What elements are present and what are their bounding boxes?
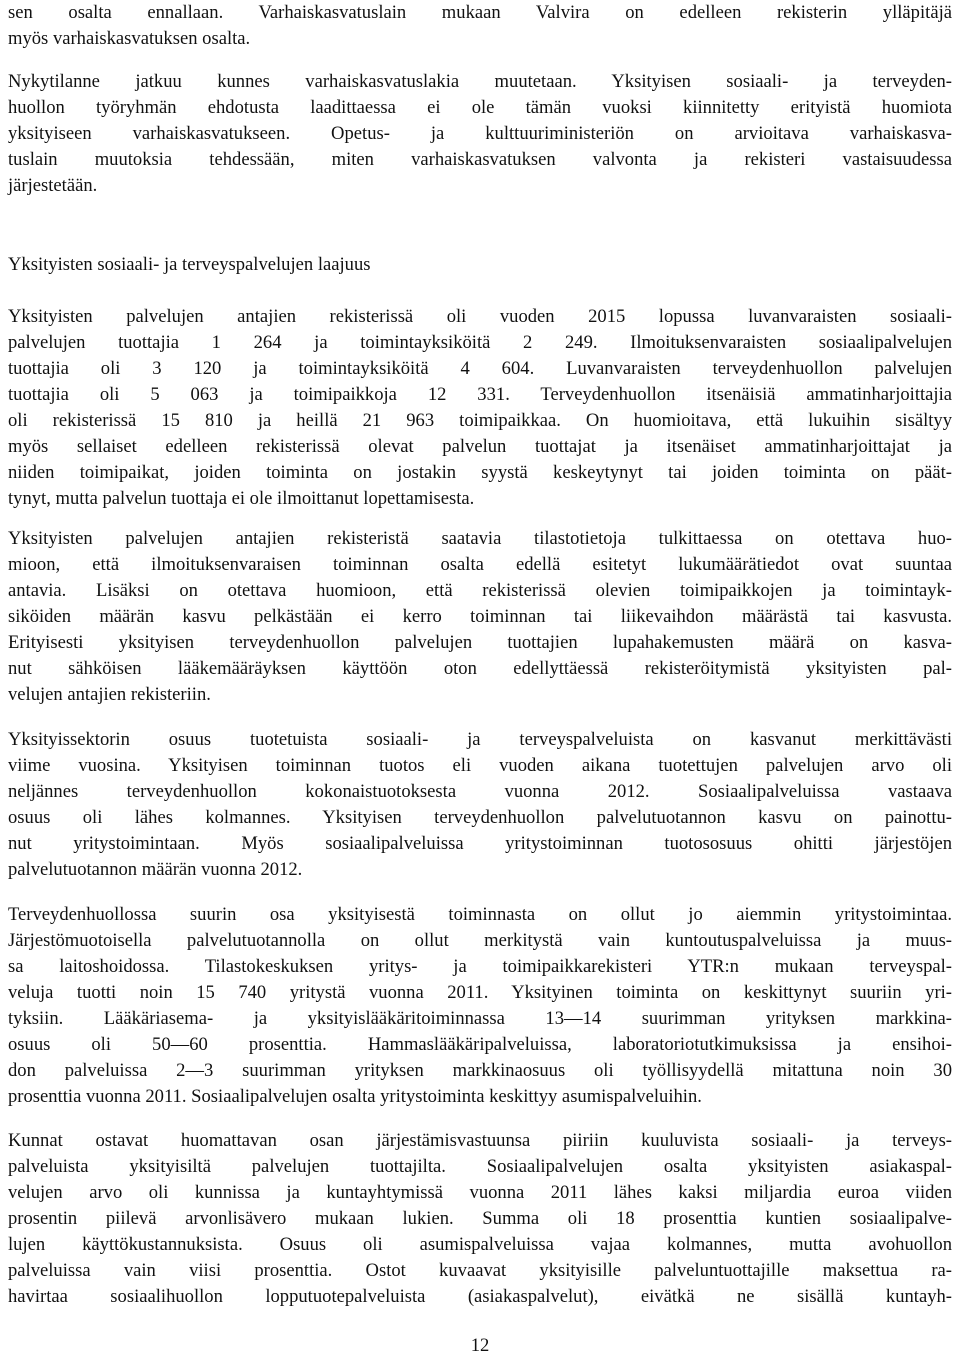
text-line: niiden toimipaikat, joiden toiminta on jostakin syystä keskeytynyt tai joiden toiminta on päät- <box>8 462 952 483</box>
text-line: Yksityisten palvelujen antajien rekisteristä saatavia tilastotietoja tulkittaessa on otettava huo- <box>8 528 952 549</box>
paragraph <box>8 304 952 512</box>
text-line: palvelujen tuottajia 1 264 ja toimintayksiköitä 2 249. Ilmoituksenvaraisten sosiaalipalvelujen <box>8 332 952 353</box>
text-line: prosenttia vuonna 2011. Sosiaalipalvelujen osalta yritystoiminta keskittyy asumispalveluihin. <box>8 1086 702 1107</box>
text-line: myös sellaiset edelleen rekisterissä olevat palvelun tuottajat ja itsenäiset ammatinharjoittajat ja <box>8 436 952 457</box>
text-line: osuus oli lähes kolmannes. Yksityisen terveydenhuollon palvelutuotannon kasvu on painottu- <box>8 807 952 828</box>
text-line: neljännes terveydenhuollon kokonaistuotoksesta vuonna 2012. Sosiaalipalveluissa vastaava <box>8 781 952 802</box>
text-line: palveluista yksityisiltä palvelujen tuottajilta. Sosiaalipalvelujen osalta yksityisten asiakaspal- <box>8 1156 952 1177</box>
text-line: myös varhaiskasvatuksen osalta. <box>8 28 251 49</box>
text-line: Kunnat ostavat huomattavan osan järjestämisvastuunsa piiriin kuuluvista sosiaali- ja terveys- <box>8 1130 952 1151</box>
paragraph <box>8 0 952 52</box>
text-line: velujen arvo oli kunnissa ja kuntayhtymissä vuonna 2011 lähes kaksi miljardia euroa viiden <box>8 1182 952 1203</box>
text-line: Erityisesti yksityisen terveydenhuollon palvelujen tuottajien lupahakemusten määrä on kasva- <box>8 632 952 653</box>
text-line: palveluissa vain viisi prosenttia. Ostot kuvaavat yksityisille palveluntuottajille maksettua ra- <box>8 1260 952 1281</box>
text-line: tynyt, mutta palvelun tuottaja ei ole ilmoittanut lopettamisesta. <box>8 488 475 509</box>
text-line: velujen antajien rekisteriin. <box>8 684 211 705</box>
text-line: tyksiin. Lääkäriasema- ja yksityislääkäritoiminnassa 13—14 suurimman yrityksen markkina- <box>8 1008 952 1029</box>
text-line: prosentin piilevä arvonlisävero mukaan lukien. Summa oli 18 prosenttia kuntien sosiaalipalve- <box>8 1208 952 1229</box>
text-line: järjestetään. <box>8 175 98 196</box>
text-line: sen osalta ennallaan. Varhaiskasvatuslain mukaan Valvira on edelleen rekisterin ylläpitäjä <box>8 2 952 23</box>
text-line: veluja tuotti noin 15 740 yritystä vuonna 2011. Yksityinen toiminta on keskittynyt suuriin yri- <box>8 982 952 1003</box>
text-line: don palveluissa 2—3 suurimman yrityksen markkinaosuus oli työllisyydellä mitattuna noin 30 <box>8 1060 952 1081</box>
text-line: Yksityisten palvelujen antajien rekisterissä oli vuoden 2015 lopussa luvanvaraisten sosiaali- <box>8 306 952 327</box>
text-line: Terveydenhuollossa suurin osa yksityisestä toiminnasta on ollut jo aiemmin yritystoimintaa. <box>8 904 952 925</box>
text-line: palvelutuotannon määrän vuonna 2012. <box>8 859 303 880</box>
page-number: 12 <box>470 1335 490 1356</box>
paragraph <box>8 526 952 708</box>
text-line: tuottajia oli 3 120 ja toimintayksiköitä 4 604. Luvanvaraisten terveydenhuollon palvelujen <box>8 358 952 379</box>
paragraph <box>8 727 952 883</box>
text-line: Järjestömuotoisella palvelutuotannolla on ollut merkitystä vain kuntoutuspalveluissa ja muus- <box>8 930 952 951</box>
text-line: tuottajia oli 5 063 ja toimipaikkoja 12 331. Terveydenhuollon itsenäisiä ammatinharjoittajia <box>8 384 952 405</box>
text-line: nut sähköisen lääkemääräyksen käyttöön oton edellyttäessä rekisteröitymistä yksityisten pal- <box>8 658 952 679</box>
paragraph <box>8 902 952 1110</box>
text-line: huollon työryhmän ehdotusta laadittaessa ei ole tämän vuoksi kiinnitetty erityistä huomiota <box>8 97 952 118</box>
text-line: Nykytilanne jatkuu kunnes varhaiskasvatuslakia muutetaan. Yksityisen sosiaali- ja terveyden- <box>8 71 952 92</box>
text-line: sa laitoshoidossa. Tilastokeskuksen yritys- ja toimipaikkarekisteri YTR:n mukaan terveyspal- <box>8 956 952 977</box>
paragraph <box>8 1128 952 1310</box>
text-line: viime vuosina. Yksityisen toiminnan tuotos eli vuoden aikana tuotettujen palvelujen arvo oli <box>8 755 952 776</box>
paragraph <box>8 69 952 199</box>
text-line: oli rekisterissä 15 810 ja heillä 21 963 toimipaikkaa. On huomioitava, että lukuihin sisältyy <box>8 410 952 431</box>
text-line: antavia. Lisäksi on otettava huomioon, että rekisterissä olevien toimipaikkojen ja toimintayk- <box>8 580 952 601</box>
text-line: yksityiseen varhaiskasvatukseen. Opetus- ja kulttuuriministeriön on arvioitava varhaiskasva- <box>8 123 952 144</box>
section-heading: Yksityisten sosiaali- ja terveyspalvelujen laajuus <box>8 254 371 275</box>
text-line: nut yritystoimintaan. Myös sosiaalipalveluissa yritystoiminnan tuotososuus ohitti järjestöjen <box>8 833 952 854</box>
text-line: lujen käyttökustannuksista. Osuus oli asumispalveluissa vajaa kolmannes, mutta avohuollon <box>8 1234 952 1255</box>
text-line: Yksityissektorin osuus tuotetuista sosiaali- ja terveyspalveluista on kasvanut merkittävästi <box>8 729 952 750</box>
text-line: osuus oli 50—60 prosenttia. Hammaslääkäripalveluissa, laboratoriotutkimuksissa ja ensihoi- <box>8 1034 952 1055</box>
text-line: siköiden määrän kasvu pelkästään ei kerro toiminnan tai liikevaihdon määrästä tai kasvusta. <box>8 606 952 627</box>
text-line: tuslain muutoksia tehdessään, miten varhaiskasvatuksen valvonta ja rekisteri vastaisuudessa <box>8 149 952 170</box>
text-line: havirtaa sosiaalihuollon lopputuotepalveluista (asiakaspalvelut), eivätkä ne sisällä kuntayh- <box>8 1286 952 1307</box>
text-line: mioon, että ilmoituksenvaraisen toiminnan osalta edellä esitetyt lukumäärätiedot ovat suuntaa <box>8 554 952 575</box>
